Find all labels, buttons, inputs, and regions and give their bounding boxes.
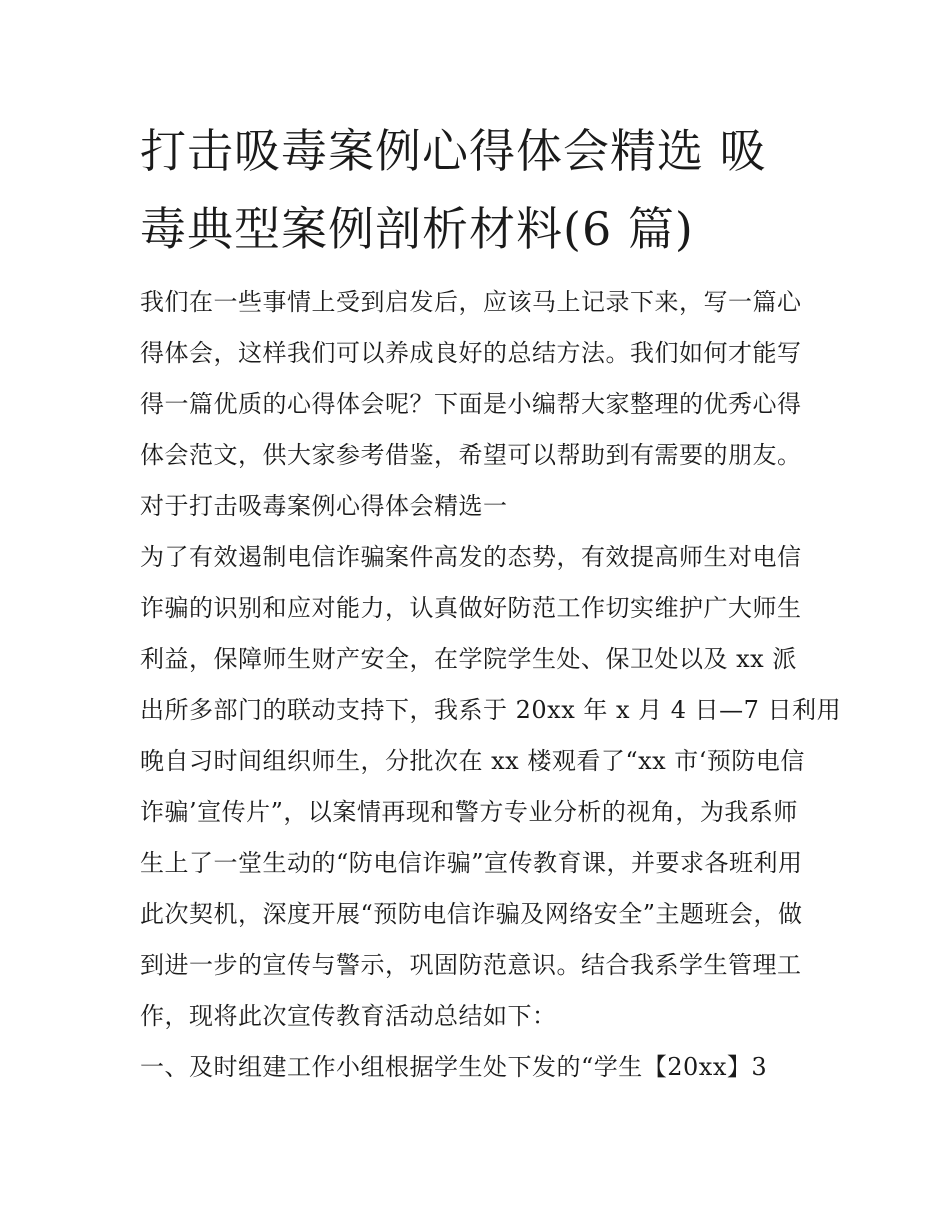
body-line: 此次契机，深度开展“预防电信诈骗及网络安全”主题班会，做 [140,900,803,928]
document-body [140,277,842,1093]
body-line: 出所多部门的联动支持下，我系于 20xx 年 x 月 4 日—7 日利用 [140,696,842,724]
title-line: 毒典型案例剖析材料(6 篇) [140,202,694,256]
body-line: 诈骗’宣传片”，以案情再现和警方专业分析的视角，为我系师 [140,798,798,826]
body-line: 作，现将此次宣传教育活动总结如下： [140,1002,557,1030]
title-line: 打击吸毒案例心得体会精选 吸 [140,124,767,178]
body-line: 一、及时组建工作小组根据学生处下发的“学生【20xx】3 [140,1053,768,1081]
body-line: 得体会，这样我们可以养成良好的总结方法。我们如何才能写 [140,339,802,367]
body-line: 我们在一些事情上受到启发后，应该马上记录下来，写一篇心 [140,288,802,316]
body-line: 诈骗的识别和应对能力，认真做好防范工作切实维护广大师生 [140,594,802,622]
body-line: 体会范文，供大家参考借鉴，希望可以帮助到有需要的朋友。 [140,441,802,469]
section-heading: 对于打击吸毒案例心得体会精选一 [140,492,508,520]
body-line: 为了有效遏制电信诈骗案件高发的态势，有效提高师生对电信 [140,543,802,571]
body-line: 到进一步的宣传与警示，巩固防范意识。结合我系学生管理工 [140,951,802,979]
body-line: 生上了一堂生动的“防电信诈骗”宣传教育课，并要求各班利用 [140,849,803,877]
body-line: 晚自习时间组织师生，分批次在 xx 楼观看了“xx 市‘预防电信 [140,747,805,775]
body-line: 利益，保障师生财产安全，在学院学生处、保卫处以及 xx 派 [140,645,797,673]
body-line: 得一篇优质的心得体会呢？下面是小编帮大家整理的优秀心得 [140,390,802,418]
document-title [140,112,820,268]
